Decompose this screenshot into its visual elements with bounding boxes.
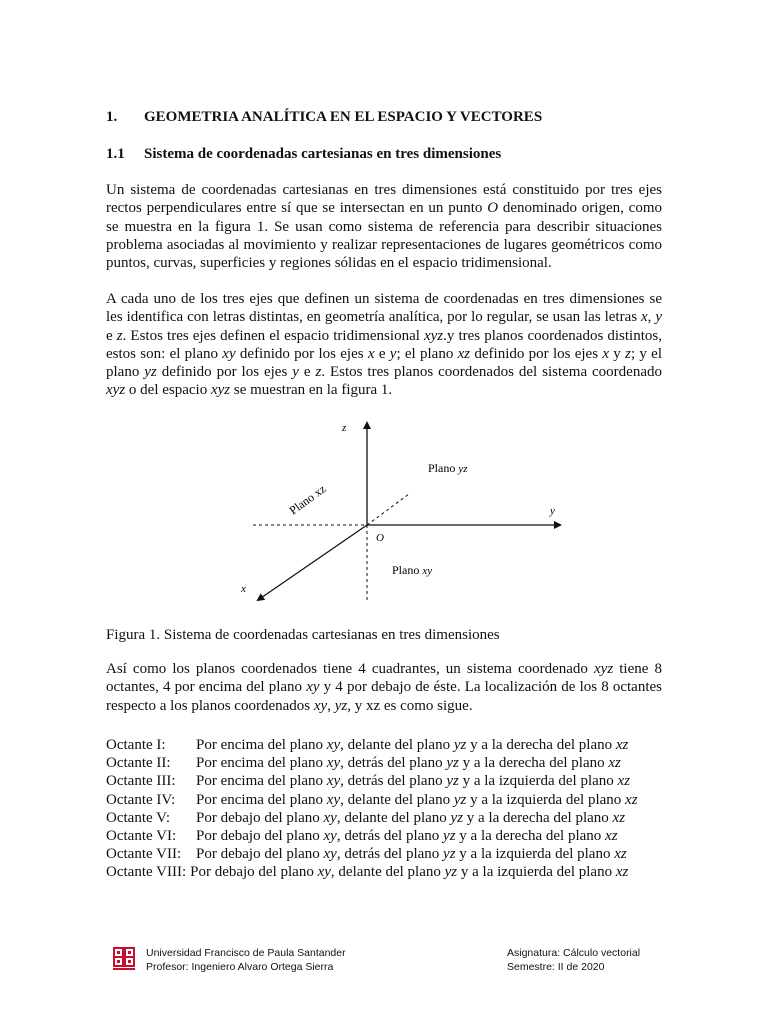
plano-xz-label: Plano xz [286, 481, 329, 518]
subsection-number: 1.1 [106, 146, 125, 162]
figure-caption: Figura 1. Sistema de coordenadas cartesianas en tres dimensiones [106, 627, 500, 643]
plano-yz-label: Plano yz [428, 461, 468, 475]
octant-row: Octante I: Por encima del plano xy, delante del plano yz y a la derecha del plano xz [106, 737, 629, 753]
x-axis-label: x [241, 583, 246, 595]
octant-list [106, 736, 638, 882]
octant-row: Octante IV: Por encima del plano xy, delante del plano yz y a la izquierda del plano xz [106, 791, 638, 808]
plano-xy-label: Plano xy [392, 563, 433, 577]
octant-row: Octante VIII: Por debajo del plano xy, delante del plano yz y a la izquierda del plano xz [106, 864, 629, 881]
origin-label: O [376, 532, 384, 544]
paragraph-octants: Así como los planos coordenados tiene 4 cuadrantes, un sistema coordenado xyz tiene 8 octantes, 4 por encima del plano xy y 4 por debajo de éste. La localización de los 8 octantes respecto a los planos coordenados xy, yz, y xz es como sigue. [106, 661, 663, 714]
university-logo-icon [113, 947, 135, 971]
footer-right [507, 946, 640, 974]
y-axis-label: y [550, 505, 555, 517]
course-name: Asignatura: Cálculo vectorial [507, 947, 641, 959]
subsection-title: Sistema de coordenadas cartesianas en tres dimensiones [144, 146, 502, 162]
x-axis-negative [367, 494, 409, 525]
z-axis-label: z [342, 422, 347, 434]
paragraph-axes: A cada uno de los tres ejes que definen un sistema de coordenadas en tres dimensiones se les identifica con letras distintas, en geometría analítica, por lo regular, se usan las letras x, y e z. Estos tres ejes definen el espacio tridimensional xyz.y tres planos coordenados distintos, estos son: el plano xy definido por los ejes x e y; el plano xz definido por los ejes x y z; y el plano yz definido por los ejes y e z. Estos tres planos coordenados del sistema coordenado xyz o del espacio xyz se muestran en la figura 1. [106, 291, 663, 399]
coordinate-system-figure [235, 415, 580, 610]
semester: Semestre: II de 2020 [507, 961, 605, 973]
octant-row: Octante III: Por encima del plano xy, detrás del plano yz y a la izquierda del plano xz [106, 773, 631, 790]
section-number: 1. [106, 109, 118, 125]
section-heading [106, 109, 542, 126]
subsection-heading [106, 146, 501, 163]
university-name: Universidad Francisco de Paula Santander [146, 947, 346, 959]
octant-row: Octante II: Por encima del plano xy, detrás del plano yz y a la derecha del plano xz [106, 755, 621, 772]
octant-row: Octante VI: Por debajo del plano xy, detrás del plano yz y a la derecha del plano xz [106, 827, 618, 844]
professor-name: Profesor: Ingeniero Alvaro Ortega Sierra [146, 961, 334, 973]
footer-left [146, 946, 346, 974]
x-axis [258, 525, 367, 600]
page-footer [0, 944, 768, 984]
section-title: GEOMETRIA ANALÍTICA EN EL ESPACIO Y VECTORES [144, 109, 543, 125]
octant-row: Octante V: Por debajo del plano xy, delante del plano yz y a la derecha del plano xz [106, 809, 626, 826]
paragraph-intro: Un sistema de coordenadas cartesianas en tres dimensiones está constituido por tres ejes rectos perpendiculares entre sí que se intersectan en un punto O denominado origen, como se muestra en la figura 1. Se usan como sistema de referencia para describir situaciones problema asociadas al movimiento y realizar representaciones de lugares geométricos como puntos, curvas, superficies y regiones sólidas en el espacio tridimensional. [106, 182, 662, 272]
octant-row: Octante VII: Por debajo del plano xy, detrás del plano yz y a la izquierda del plano xz [106, 846, 627, 863]
